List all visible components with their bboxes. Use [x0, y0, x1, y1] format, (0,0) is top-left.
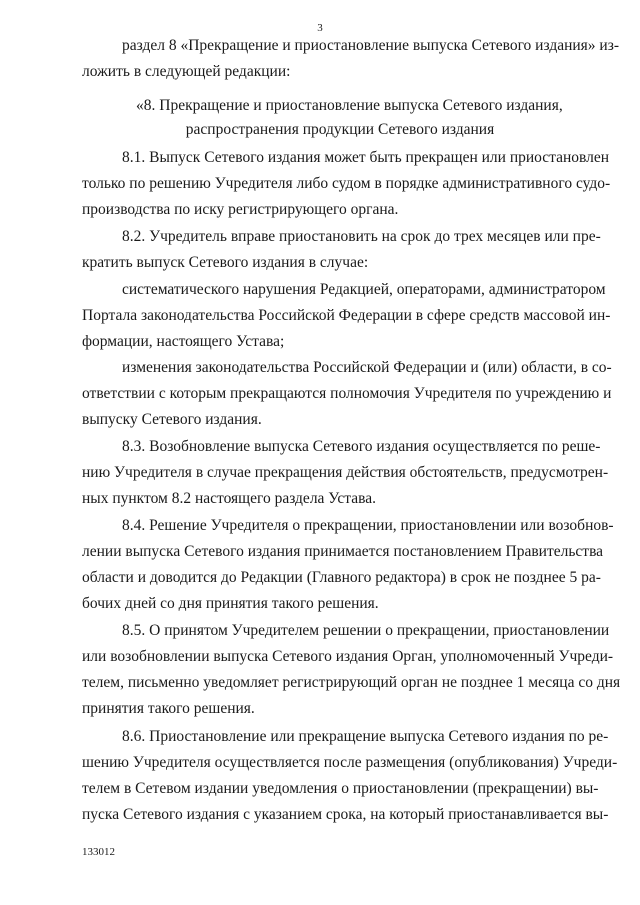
paragraph-line: или возобновлении выпуска Сетевого издания Орган, уполномоченный Учреди- [82, 648, 614, 665]
document-code: 133012 [82, 846, 115, 858]
paragraph-line: шению Учредителя осуществляется после размещения (опубликования) Учреди- [82, 754, 618, 771]
paragraph-line: телем в Сетевом издании уведомления о приостановлении (прекращении) вы- [82, 780, 599, 797]
paragraph-line: 8.1. Выпуск Сетевого издания может быть прекращен или приостановлен [122, 149, 610, 166]
paragraph-line: изменения законодательства Российской Федерации и (или) области, в со- [122, 359, 612, 376]
intro-line: ложить в следующей редакции: [82, 63, 291, 80]
paragraph-line: 8.6. Приостановление или прекращение выпуска Сетевого издания по ре- [122, 728, 609, 745]
paragraph-line: только по решению Учредителя либо судом в порядке административного судо- [82, 175, 611, 192]
paragraph-line: бочих дней со дня принятия такого решения. [82, 595, 379, 612]
paragraph-line: кратить выпуск Сетевого издания в случае: [82, 254, 369, 271]
paragraph-line: нию Учредителя в случае прекращения действия обстоятельств, предусмотрен- [82, 464, 609, 481]
paragraph-line: телем, письменно уведомляет регистрирующий орган не позднее 1 месяца со дня [82, 674, 621, 691]
intro-line: раздел 8 «Прекращение и приостановление выпуска Сетевого издания» из- [122, 37, 620, 54]
paragraph-line: ных пунктом 8.2 настоящего раздела Устава. [82, 490, 377, 507]
paragraph-line: лении выпуска Сетевого издания принимается постановлением Правительства [82, 543, 604, 560]
paragraph-line: 8.4. Решение Учредителя о прекращении, приостановлении или возобнов- [122, 517, 614, 534]
paragraph-line: систематического нарушения Редакцией, операторами, администратором [122, 281, 606, 298]
paragraph-line: формации, настоящего Устава; [82, 333, 285, 350]
paragraph-line: области и доводится до Редакции (Главного редактора) в срок не позднее 5 ра- [82, 569, 601, 586]
paragraph-line: пуска Сетевого издания с указанием срока, на который приостанавливается вы- [82, 806, 609, 823]
paragraph-line: 8.3. Возобновление выпуска Сетевого издания осуществляется по реше- [122, 438, 601, 455]
paragraph-line: Портала законодательства Российской Федерации в сфере средств массовой ин- [82, 307, 611, 324]
paragraph-line: принятия такого решения. [82, 700, 255, 717]
paragraph-line: ответствии с которым прекращаются полномочия Учредителя по учреждению и [82, 385, 612, 402]
page-number: 3 [317, 22, 323, 34]
paragraph-line: выпуску Сетевого издания. [82, 411, 262, 428]
section-heading: «8. Прекращение и приостановление выпуска Сетевого издания, [136, 97, 563, 114]
paragraph-line: производства по иску регистрирующего органа. [82, 201, 399, 218]
paragraph-line: 8.2. Учредитель вправе приостановить на срок до трех месяцев или пре- [122, 228, 601, 245]
paragraph-line: 8.5. О принятом Учредителем решении о прекращении, приостановлении [122, 622, 610, 639]
section-heading: распространения продукции Сетевого издания [185, 121, 495, 138]
